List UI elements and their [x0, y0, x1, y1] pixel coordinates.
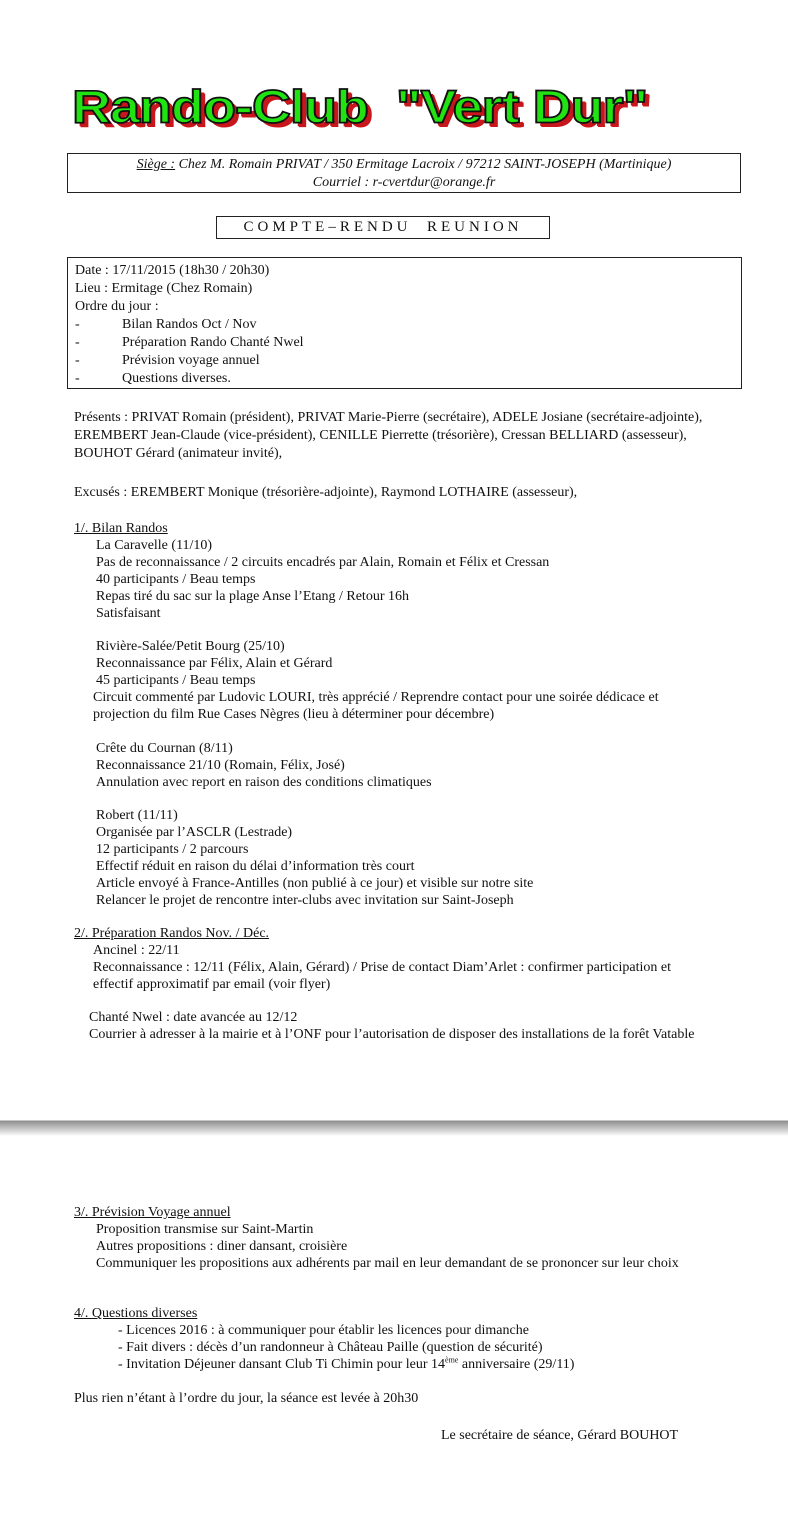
- section-1-heading: 1/. Bilan Randos: [74, 521, 168, 536]
- excused-paragraph: Excusés : EREMBERT Monique (trésorière-adjointe), Raymond LOTHAIRE (assesseur),: [74, 485, 578, 500]
- riviere-block: Rivière-Salée/Petit Bourg (25/10) Reconnaissance par Félix, Alain et Gérard 45 participants / Beau temps: [96, 639, 333, 688]
- attendees-paragraph: Présents : PRIVAT Romain (président), PRIVAT Marie-Pierre (secrétaire), ADELE Josiane (secrétaire-adjointe), EREMBERT Jean-Claude (vice-président), CENILLE Pierrette (trésorière), Cressan BELLIARD (assesseur), BOUHOT Gérard (animateur invité),: [74, 410, 703, 461]
- section-4-heading: 4/. Questions diverses: [74, 1306, 198, 1321]
- agenda-box: [67, 257, 742, 389]
- agenda-item: - Bilan Randos Oct / Nov: [75, 317, 257, 332]
- section-3-heading: 3/. Prévision Voyage annuel: [74, 1205, 231, 1220]
- caravelle-block: La Caravelle (11/10) Pas de reconnaissance / 2 circuits encadrés par Alain, Romain et Félix et Cressan 40 participants / Beau temps Repas tiré du sac sur la plage Anse l’Etang / Retour 16h Satisfaisant: [96, 538, 550, 621]
- email-line: Courriel : r-cvertdur@orange.fr: [312, 175, 496, 190]
- address-box: [67, 153, 741, 193]
- robert-block: Robert (11/11) Organisée par l’ASCLR (Lestrade) 12 participants / 2 parcours Effectif réduit en raison du délai d’information très court Article envoyé à France-Antilles (non publié à ce jour) et visible sur notre site Relancer le projet de rencontre inter-clubs avec invitation sur Saint-Joseph: [96, 808, 534, 908]
- meeting-date: Date : 17/11/2015 (18h30 / 20h30): [75, 263, 270, 278]
- agenda-item: - Questions diverses.: [75, 371, 231, 386]
- club-title: Rando-Club "Vert Dur": [72, 81, 648, 134]
- riviere-extra-block: Circuit commenté par Ludovic LOURI, très apprécié / Reprendre contact pour une soirée dédicace et projection du film Rue Cases Nègres (lieu à déterminer pour décembre): [93, 690, 659, 722]
- siege-address: Chez M. Romain PRIVAT / 350 Ermitage Lacroix / 97212 SAINT-JOSEPH (Martinique): [175, 157, 672, 172]
- voyage-block: Proposition transmise sur Saint-Martin Autres propositions : diner dansant, croisière Communiquer les propositions aux adhérents par mail en leur demandant de se prononcer sur leur choix: [96, 1222, 679, 1271]
- signature-line: Le secrétaire de séance, Gérard BOUHOT: [441, 1428, 679, 1443]
- page-break: [0, 1108, 788, 1136]
- agenda-item: - Préparation Rando Chanté Nwel: [75, 335, 304, 350]
- page-2: [0, 1136, 788, 1521]
- agenda-item: - Prévision voyage annuel: [75, 353, 260, 368]
- cournan-block: Crête du Cournan (8/11) Reconnaissance 21/10 (Romain, Félix, José) Annulation avec report en raison des conditions climatiques: [96, 741, 432, 790]
- report-title: COMPTE–RENDU REUNION: [216, 216, 550, 239]
- chante-nwel-block: Chanté Nwel : date avancée au 12/12 Courrier à adresser à la mairie et à l’ONF pour l’autorisation de disposer des installations de la forêt Vatable: [89, 1010, 695, 1042]
- meeting-place: Lieu : Ermitage (Chez Romain): [75, 281, 253, 296]
- section-2-heading: 2/. Préparation Randos Nov. / Déc.: [74, 926, 270, 941]
- ancinel-block: Ancinel : 22/11 Reconnaissance : 12/11 (Félix, Alain, Gérard) / Prise de contact Diam’Arlet : confirmer participation et effectif approximatif par email (voir flyer): [93, 943, 671, 992]
- closing-line: Plus rien n’étant à l’ordre du jour, la séance est levée à 20h30: [74, 1391, 419, 1406]
- questions-block: - Licences 2016 : à communiquer pour établir les licences pour dimanche - Fait divers : décès d’un randonneur à Château Paille (question de sécurité) - Invitation Déjeuner dansant Club Ti Chimin pour leur 14ème anniversaire (29/11): [118, 1323, 575, 1372]
- siege-label: Siège :: [136, 157, 176, 172]
- agenda-heading: Ordre du jour :: [75, 299, 159, 314]
